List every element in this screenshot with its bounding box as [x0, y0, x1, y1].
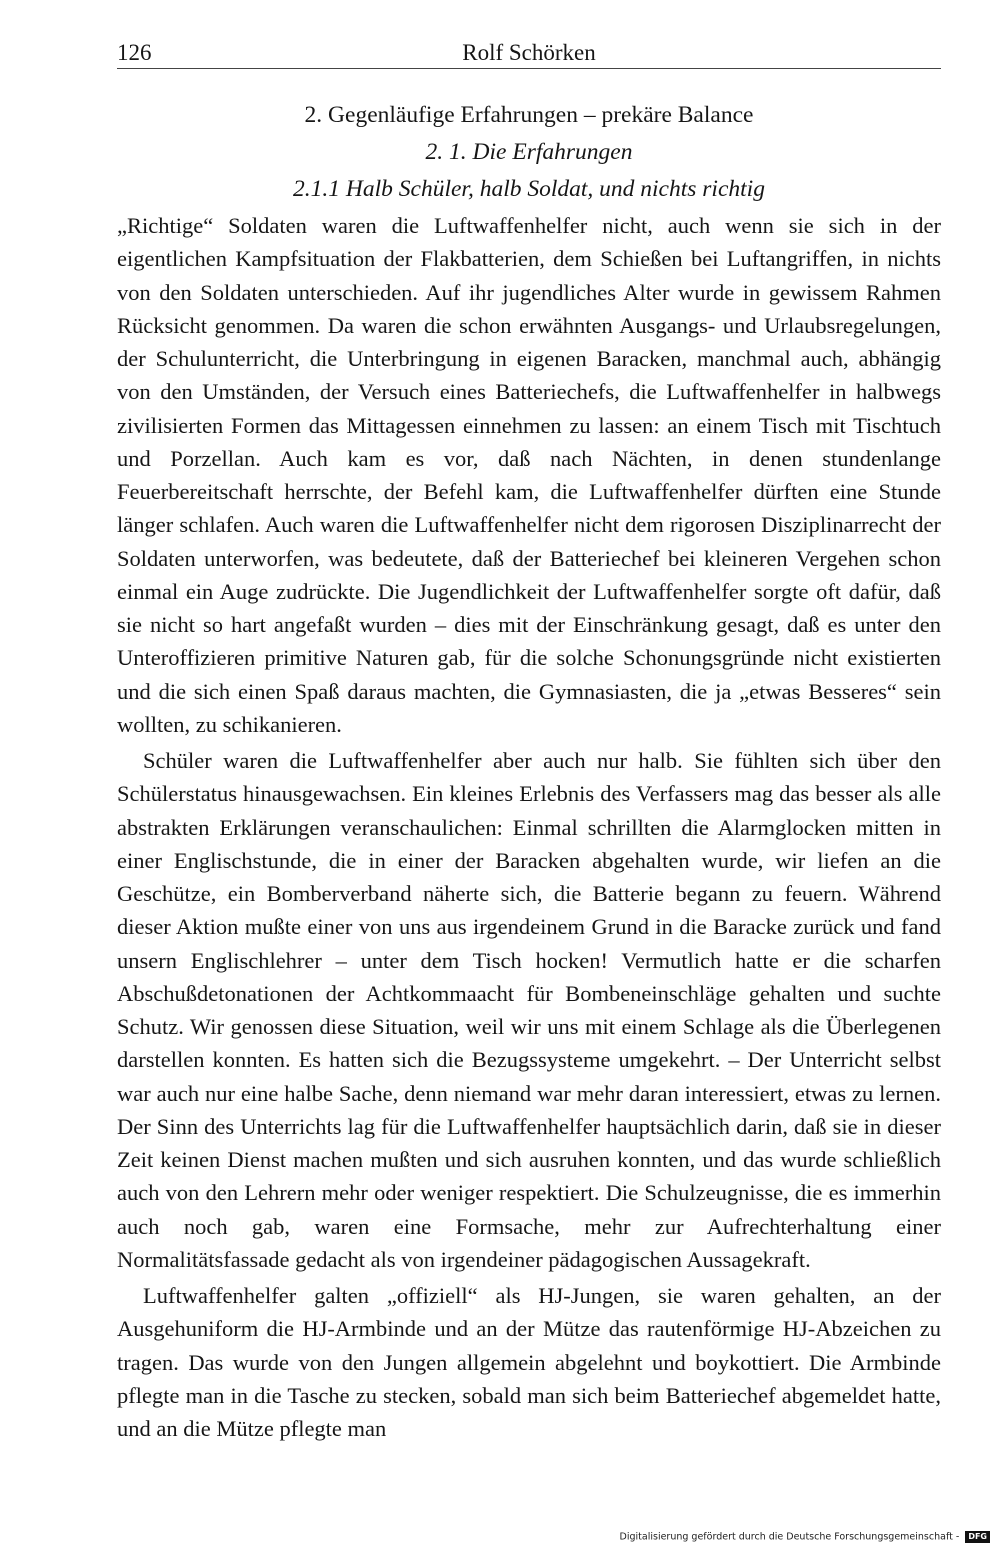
digitization-footer	[620, 1531, 990, 1544]
paragraph: Schüler waren die Luftwaffenhelfer aber auch nur halb. Sie fühlten sich über den Schülerstatus hinausgewachsen. Ein kleines Erlebnis des Verfassers mag das besser als alle abstrakten Erklärungen veranschaulichen: Einmal schrillten die Alarmglocken mitten in einer Englischstunde, die in einer der Baracken abgehalten wurde, wir liefen an die Geschütze, ein Bomberverband näherte sich, die Batterie begann zu feuern. Während dieser Aktion mußte einer von uns aus irgendeinem Grund in die Baracke zurück und fand unsern Englischlehrer – unter dem Tisch hocken! Vermutlich hatte er die scharfen Abschußdetonationen der Achtkommaacht für Bombeneinschläge gehalten und suchte Schutz. Wir genossen diese Situation, weil wir uns mit einem Schlage als die Überlegenen darstellen konnten. Es hatten sich die Bezugssysteme umgekehrt. – Der Unterricht selbst war auch nur eine halbe Sache, denn niemand war mehr daran interessiert, etwas zu lernen. Der Sinn des Unterrichts lag für die Luftwaffenhelfer hauptsächlich darin, daß sie in dieser Zeit keinen Dienst machen mußten und sich ausruhen konnten, und das wurde schließlich auch von den Lehrern mehr oder weniger respektiert. Die Schulzeugnisse, die es immerhin auch noch gab, waren eine Formsache, mehr zur Aufrechterhaltung einer Normalitätsfassade gedacht als von irgendeiner pädagogischen Aussagekraft.	[117, 748, 941, 1272]
subsubsection-heading: 2.1.1 Halb Schüler, halb Soldat, und nichts richtig	[293, 176, 765, 202]
subsection-heading: 2. 1. Die Erfahrungen	[425, 139, 633, 165]
paragraph: Luftwaffenhelfer galten „offiziell“ als HJ-Jungen, sie waren gehalten, an der Ausgehuniform die HJ-Armbinde und an der Mütze das rautenförmige HJ-Abzeichen zu tragen. Das wurde von den Jungen allgemein abgelehnt und boykottiert. Die Armbinde pflegte man in die Tasche zu stecken, sobald man sich beim Batteriechef abgemeldet hatte, und an die Mütze pflegte man	[117, 1283, 941, 1441]
running-head: Rolf Schörken	[462, 40, 596, 65]
dfg-logo: DFG	[965, 1531, 990, 1543]
footer-text: Digitalisierung gefördert durch die Deutsche Forschungsgemeinschaft -	[619, 1531, 960, 1543]
page-header	[117, 38, 941, 69]
body-text	[117, 209, 941, 1445]
paragraph: „Richtige“ Soldaten waren die Luftwaffenhelfer nicht, auch wenn sie sich in der eigentlichen Kampfsituation der Flakbatterien, dem Schießen bei Luftangriffen, in nichts von den Soldaten unterschieden. Auf ihr jugendliches Alter wurde in gewissem Rahmen Rücksicht genommen. Da waren die schon erwähnten Ausgangs- und Urlaubsregelungen, der Schulunterricht, die Unterbringung in eigenen Baracken, manchmal auch, abhängig von den Umständen, der Versuch eines Batteriechefs, die Luftwaffenhelfer in halbwegs zivilisierten Formen das Mittagessen einnehmen zu lassen: an einem Tisch mit Tischtuch und Porzellan. Auch kam es vor, daß nach Nächten, in denen stundenlange Feuerbereitschaft herrschte, der Befehl kam, die Luftwaffenhelfer dürften eine Stunde länger schlafen. Auch waren die Luftwaffenhelfer nicht dem rigorosen Disziplinarrecht der Soldaten unterworfen, was bedeutete, daß der Batteriechef bei kleineren Vergehen schon einmal ein Auge zudrückte. Die Jugendlichkeit der Luftwaffenhelfer sorgte oft dafür, daß sie nicht so hart angefaßt wurden – dies mit der Einschränkung gesagt, daß es unter den Unteroffizieren primitive Naturen gab, für die solche Schonungsgründe nicht existierten und die sich einen Spaß daraus machten, die Gymnasiasten, die ja „etwas Besseres“ sein wollten, zu schikanieren.	[117, 213, 941, 737]
section-heading: 2. Gegenläufige Erfahrungen – prekäre Balance	[304, 102, 754, 128]
section-headings	[117, 97, 941, 208]
page-number: 126	[117, 40, 152, 65]
